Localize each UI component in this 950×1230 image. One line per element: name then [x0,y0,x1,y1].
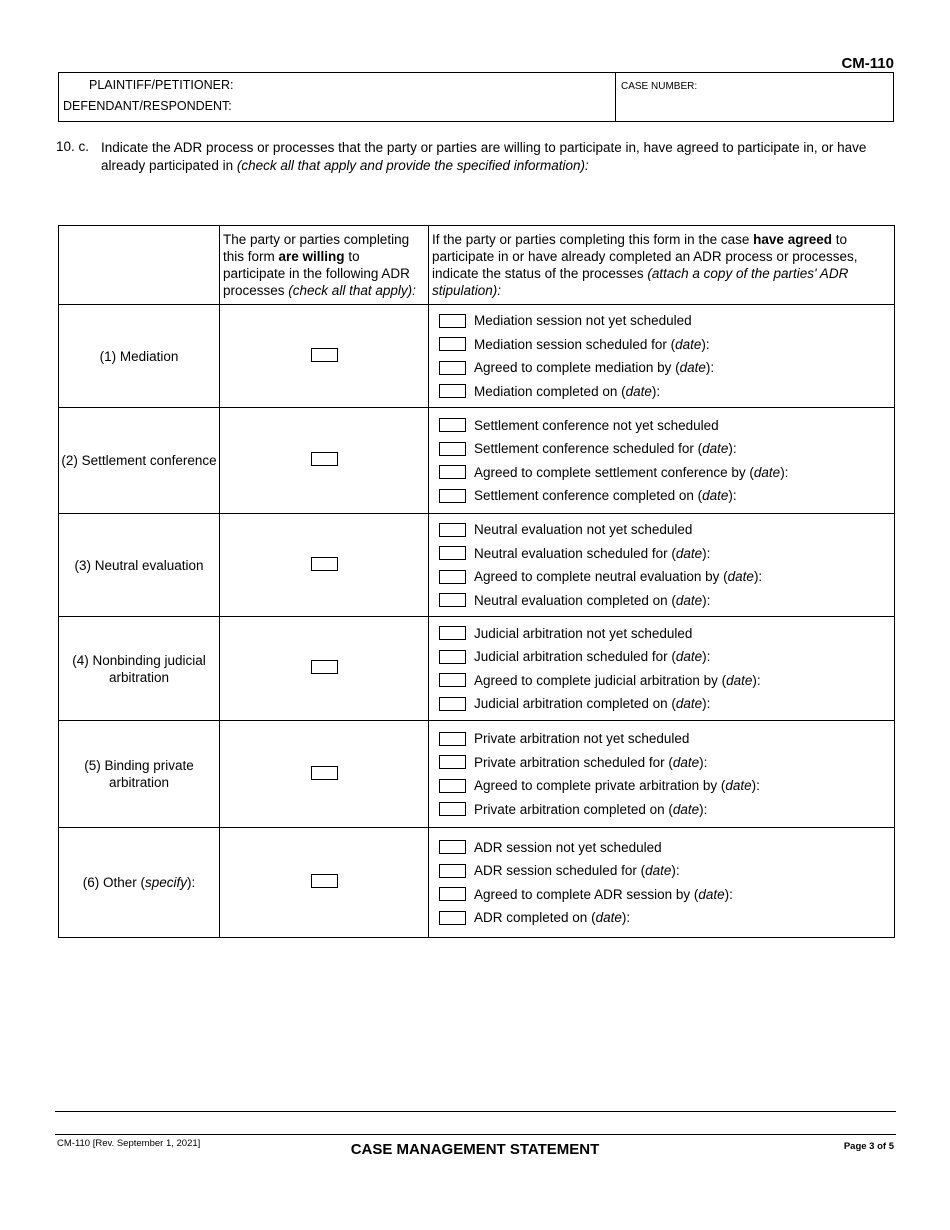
status-label-text: Judicial arbitration not yet scheduled [474,625,693,641]
status-list [429,832,894,934]
date-paren-open: ( [693,441,703,457]
status-label [474,360,714,375]
header-agreed-italic: (attach a copy of the parties' ADR stipulation): [432,266,849,298]
status-checkbox[interactable] [439,570,466,584]
status-label [474,840,662,855]
status-label [474,441,737,456]
adr-process-table [58,225,895,938]
status-option [439,836,894,860]
status-label [474,522,692,537]
date-word: date [595,910,622,926]
status-label [474,863,680,878]
status-label-text: Agreed to complete neutral evaluation by [474,569,720,585]
header-willing-text: The party or parties completing this form [223,232,410,264]
process-name: (2) Settlement conference [61,453,217,468]
process-name: (1) Mediation [99,348,179,364]
header-agreed [429,226,895,305]
date-word: date [675,545,703,561]
status-checkbox[interactable] [439,697,466,711]
case-caption-box [58,72,894,122]
status-option [439,692,894,716]
status-cell [429,514,895,617]
date-word: date [702,488,729,504]
date-word: date [727,569,754,585]
date-word: date [645,863,672,879]
status-label-text: Mediation session not yet scheduled [474,313,692,329]
status-list [429,305,894,407]
date-paren-close: ): [702,545,711,561]
status-label-text: Settlement conference scheduled for [474,441,694,457]
status-label [474,337,710,352]
status-label [474,569,762,584]
status-option [439,518,894,542]
status-label [474,418,719,433]
footer-rule-top [55,1111,896,1112]
willing-checkbox-cell [220,617,429,721]
date-paren-open: ( [664,754,673,770]
willing-checkbox-cell [220,828,429,938]
status-option [439,484,894,508]
status-list [429,723,894,825]
date-paren-close: ): [702,592,711,608]
date-paren-open: ( [745,464,754,480]
caption-divider [615,73,616,121]
status-checkbox[interactable] [439,442,466,456]
status-label-text: Agreed to complete mediation by [474,360,672,376]
status-option [439,309,894,333]
status-checkbox[interactable] [439,361,466,375]
date-paren-close: ): [728,441,737,457]
adr-process-row [59,514,895,617]
date-word: date [672,801,700,817]
date-paren-close: ): [699,801,708,817]
header-agreed-bold: have agreed [753,232,832,247]
status-label-text: ADR completed on [474,910,588,926]
date-word: date [702,441,729,457]
willing-checkbox[interactable] [311,557,338,571]
date-paren-open: ( [671,360,680,376]
status-label-text: Settlement conference not yet scheduled [474,417,719,433]
status-checkbox[interactable] [439,755,466,769]
status-label-text: Mediation completed on [474,383,618,399]
status-option [439,437,894,461]
status-option [439,461,894,485]
status-checkbox[interactable] [439,314,466,328]
status-checkbox[interactable] [439,802,466,816]
date-paren-open: ( [636,863,646,879]
footer-rule-bottom [55,1134,896,1135]
status-cell [429,828,895,938]
process-name: (5) Binding private arbitration [84,758,194,790]
date-word: date [726,672,753,688]
date-paren-close: ): [671,863,680,879]
process-name-cell [59,514,220,617]
status-label [474,731,689,746]
willing-checkbox[interactable] [311,348,338,362]
date-paren-open: ( [667,696,676,712]
status-label [474,755,707,770]
status-option [439,645,894,669]
process-name-cell [59,617,220,721]
status-label-text: ADR session scheduled for [474,863,637,879]
adr-process-row [59,721,895,828]
willing-checkbox[interactable] [311,452,338,466]
status-checkbox[interactable] [439,546,466,560]
date-word: date [698,886,725,902]
header-willing-text2: to participate in the following ADR processes [223,249,410,298]
status-label-text: Agreed to complete judicial arbitration by [474,672,718,688]
status-label-text: Judicial arbitration completed on [474,696,668,712]
date-paren-close: ): [751,778,760,794]
status-label-text: Agreed to complete ADR session by [474,886,691,902]
status-option [439,798,894,822]
footer-revision: CM-110 [Rev. September 1, 2021] [57,1138,201,1149]
status-label [474,649,710,664]
case-number-label: CASE NUMBER: [621,81,698,92]
status-option [439,883,894,907]
status-option [439,589,894,613]
date-word: date [675,649,703,665]
status-checkbox[interactable] [439,732,466,746]
date-paren-open: ( [719,569,728,585]
status-checkbox[interactable] [439,384,466,398]
status-checkbox[interactable] [439,465,466,479]
header-agreed-text: If the party or parties completing this form in the case [432,232,750,247]
status-label-text: Private arbitration scheduled for [474,754,665,770]
footer-page-number: Page 3 of 5 [843,1141,894,1152]
willing-checkbox-cell [220,305,429,408]
status-label [474,887,733,902]
willing-checkbox[interactable] [311,874,338,888]
status-option [439,565,894,589]
status-checkbox[interactable] [439,887,466,901]
status-checkbox[interactable] [439,911,466,925]
date-paren-close: ): [753,569,763,585]
date-paren-open: ( [693,488,703,504]
status-label-text: Agreed to complete private arbitration by [474,778,718,794]
status-label-text: Mediation session scheduled for [474,336,667,352]
process-name-cell [59,408,220,514]
date-paren-close: ): [724,886,733,902]
defendant-label: DEFENDANT/RESPONDENT: [63,99,232,113]
status-option [439,906,894,930]
status-label-text: Private arbitration completed on [474,801,665,817]
status-label [474,384,660,399]
process-name-italic: specify [144,875,188,890]
status-label [474,546,710,561]
status-checkbox[interactable] [439,418,466,432]
status-label-text: Neutral evaluation completed on [474,592,668,608]
status-label [474,593,710,608]
date-paren-open: ( [667,545,676,561]
status-checkbox[interactable] [439,650,466,664]
status-checkbox[interactable] [439,523,466,537]
plaintiff-label: PLAINTIFF/PETITIONER: [89,78,234,92]
date-paren-close: ): [621,910,631,926]
date-paren-close: ): [701,336,710,352]
status-label [474,673,761,688]
willing-checkbox[interactable] [311,660,338,674]
date-word: date [675,696,703,712]
willing-checkbox-cell [220,514,429,617]
adr-process-row [59,828,895,938]
date-paren-close: ): [702,696,711,712]
status-cell [429,721,895,828]
status-checkbox[interactable] [439,864,466,878]
date-paren-open: ( [587,910,596,926]
date-paren-close: ): [780,464,789,480]
status-checkbox[interactable] [439,337,466,351]
adr-process-row [59,408,895,514]
date-word: date [753,464,781,480]
date-paren-open: ( [666,336,676,352]
status-cell [429,305,895,408]
status-option [439,727,894,751]
process-name-pre: (6) Other ( [82,875,145,890]
date-paren-open: ( [717,778,726,794]
status-label-text: ADR session not yet scheduled [474,839,662,855]
header-empty [59,226,220,305]
status-checkbox[interactable] [439,593,466,607]
status-checkbox[interactable] [439,673,466,687]
status-label [474,313,692,328]
header-willing [220,226,429,305]
item-instructions-text: Indicate the ADR process or processes that the party or parties are willing to participate in, have agreed to participate in, or have already participated in [101,140,867,173]
status-label [474,696,710,711]
adr-process-row [59,617,895,721]
status-label [474,778,760,793]
willing-checkbox-cell [220,721,429,828]
date-paren-open: ( [617,383,626,399]
status-label [474,626,692,641]
date-word: date [679,360,706,376]
adr-process-row [59,305,895,408]
process-name: (3) Neutral evaluation [74,557,204,573]
status-label-text: Neutral evaluation scheduled for [474,545,668,561]
header-willing-italic: (check all that apply): [288,283,416,298]
date-paren-close: ): [752,672,761,688]
date-paren-open: ( [717,672,727,688]
table-header-row [59,226,895,305]
status-label-text: Neutral evaluation not yet scheduled [474,522,693,538]
status-checkbox[interactable] [439,840,466,854]
status-option [439,414,894,438]
date-paren-open: ( [664,801,673,817]
date-word: date [675,336,702,352]
status-option [439,774,894,798]
process-name-cell [59,305,220,408]
status-checkbox[interactable] [439,489,466,503]
date-word: date [675,592,703,608]
process-name-cell [59,721,220,828]
footer-title: CASE MANAGEMENT STATEMENT [350,1141,600,1158]
date-paren-open: ( [667,649,676,665]
process-name: (4) Nonbinding judicial arbitration [72,652,206,685]
status-option [439,751,894,775]
date-paren-open: ( [667,592,676,608]
status-list [429,514,894,616]
status-label [474,802,707,817]
status-option [439,859,894,883]
form-number: CM-110 [841,55,894,72]
status-checkbox[interactable] [439,779,466,793]
date-paren-open: ( [690,886,699,902]
status-label-text: Settlement conference completed on [474,488,694,504]
item-instructions [101,139,881,175]
date-word: date [725,778,752,794]
status-label [474,465,788,480]
status-option [439,333,894,357]
date-word: date [625,383,652,399]
process-name-cell [59,828,220,938]
process-name-post: ): [187,875,196,890]
status-label-text: Judicial arbitration scheduled for [474,649,668,665]
status-label [474,488,737,503]
status-label-text: Private arbitration not yet scheduled [474,731,690,747]
header-agreed-text2: to participate in or have already completed an ADR process or processes, indicate the status of the processes [432,232,858,281]
status-label [474,910,630,925]
item-instructions-italic: (check all that apply and provide the specified information): [236,158,589,173]
status-option [439,622,894,646]
status-list [429,410,894,512]
status-option [439,542,894,566]
status-checkbox[interactable] [439,626,466,640]
header-willing-bold: are willing [278,249,345,264]
status-list [429,618,894,720]
status-cell [429,408,895,514]
willing-checkbox-cell [220,408,429,514]
status-option [439,356,894,380]
date-paren-close: ): [702,649,711,665]
status-cell [429,617,895,721]
date-word: date [672,754,700,770]
item-number: 10. c. [56,139,90,154]
date-paren-close: ): [705,360,715,376]
status-option [439,669,894,693]
date-paren-close: ): [651,383,661,399]
date-paren-close: ): [699,754,708,770]
status-label-text: Agreed to complete settlement conference by [474,464,746,480]
willing-checkbox[interactable] [311,766,338,780]
status-option [439,380,894,404]
date-paren-close: ): [728,488,737,504]
